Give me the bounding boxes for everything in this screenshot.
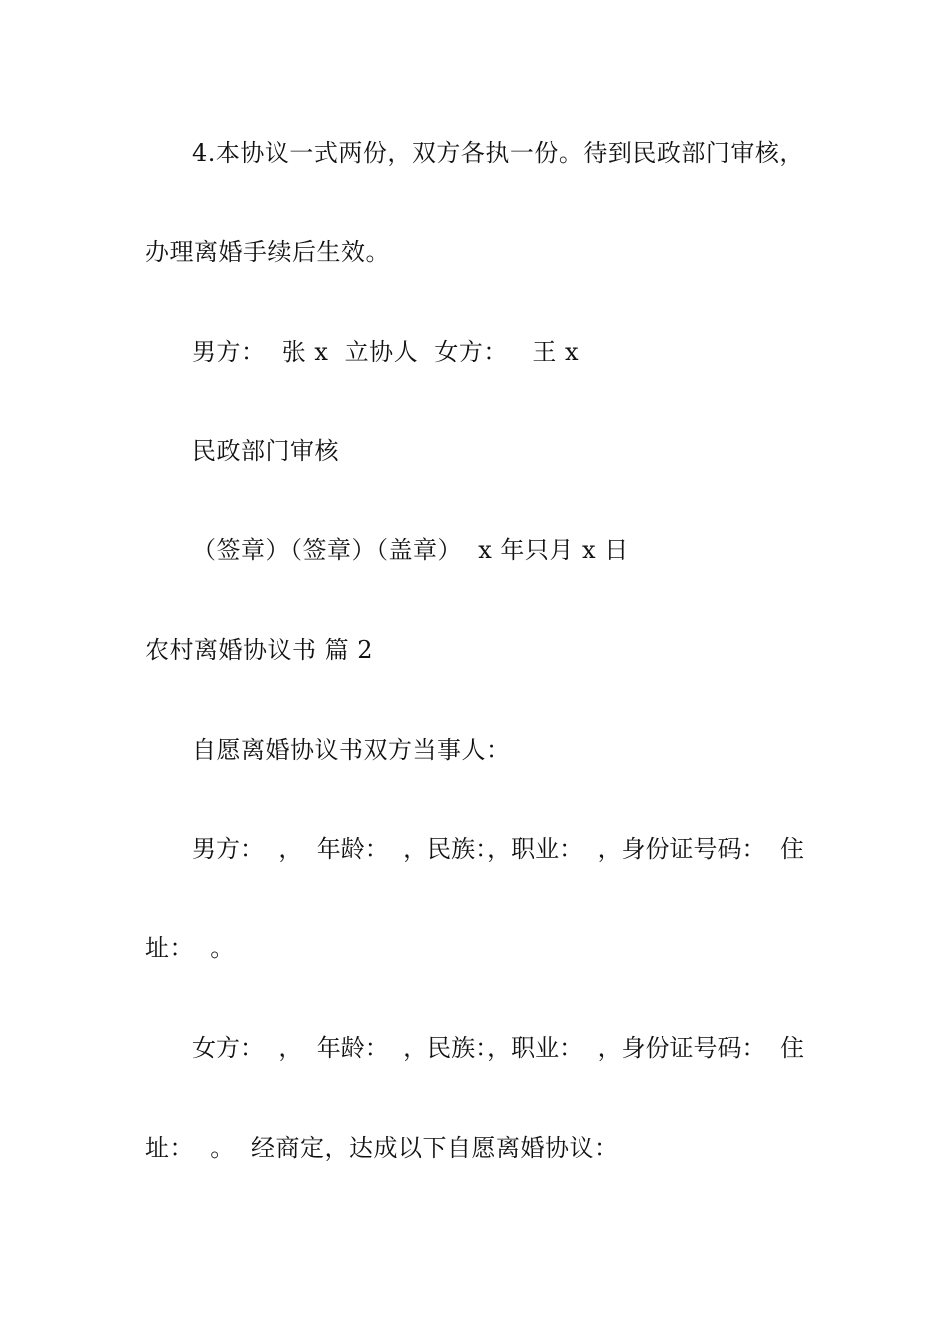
male-ethnicity-occupation: ，民族：，职业：: [403, 835, 584, 863]
female-address-and-agreement: 址： 。 经商定，达成以下自愿离婚协议：: [145, 1134, 619, 1162]
clause-4-line-2: 办理离婚手续后生效。: [145, 238, 390, 266]
female-comma: ，: [278, 1034, 303, 1062]
seal-date-line: （签章）（签章）（盖章） x 年只月 x 日: [192, 536, 629, 564]
female-party-fields: [192, 1033, 804, 1063]
female-label: 女方：: [192, 1034, 264, 1062]
female-age: 年龄：: [316, 1034, 389, 1062]
male-party-fields: [192, 834, 804, 864]
section-title: 农村离婚协议书 篇 2: [145, 636, 374, 664]
male-comma: ，: [278, 835, 303, 863]
civil-affairs-review: 民政部门审核: [192, 437, 339, 465]
female-address-start: 住: [779, 1034, 804, 1062]
female-id-number: ，身份证号码：: [597, 1034, 766, 1062]
male-address: 址： 。: [145, 934, 235, 962]
female-ethnicity-occupation: ，民族：，职业：: [403, 1034, 584, 1062]
male-label: 男方：: [192, 835, 264, 863]
clause-4-line-1: 4.本协议一式两份，双方各执一份。待到民政部门审核，: [192, 139, 804, 167]
male-age: 年龄：: [316, 835, 389, 863]
signature-line: 男方： 张 x 立协人 女方： 王 x: [192, 338, 579, 366]
male-address-start: 住: [779, 835, 804, 863]
male-id-number: ，身份证号码：: [597, 835, 766, 863]
parties-intro: 自愿离婚协议书双方当事人：: [192, 736, 511, 764]
